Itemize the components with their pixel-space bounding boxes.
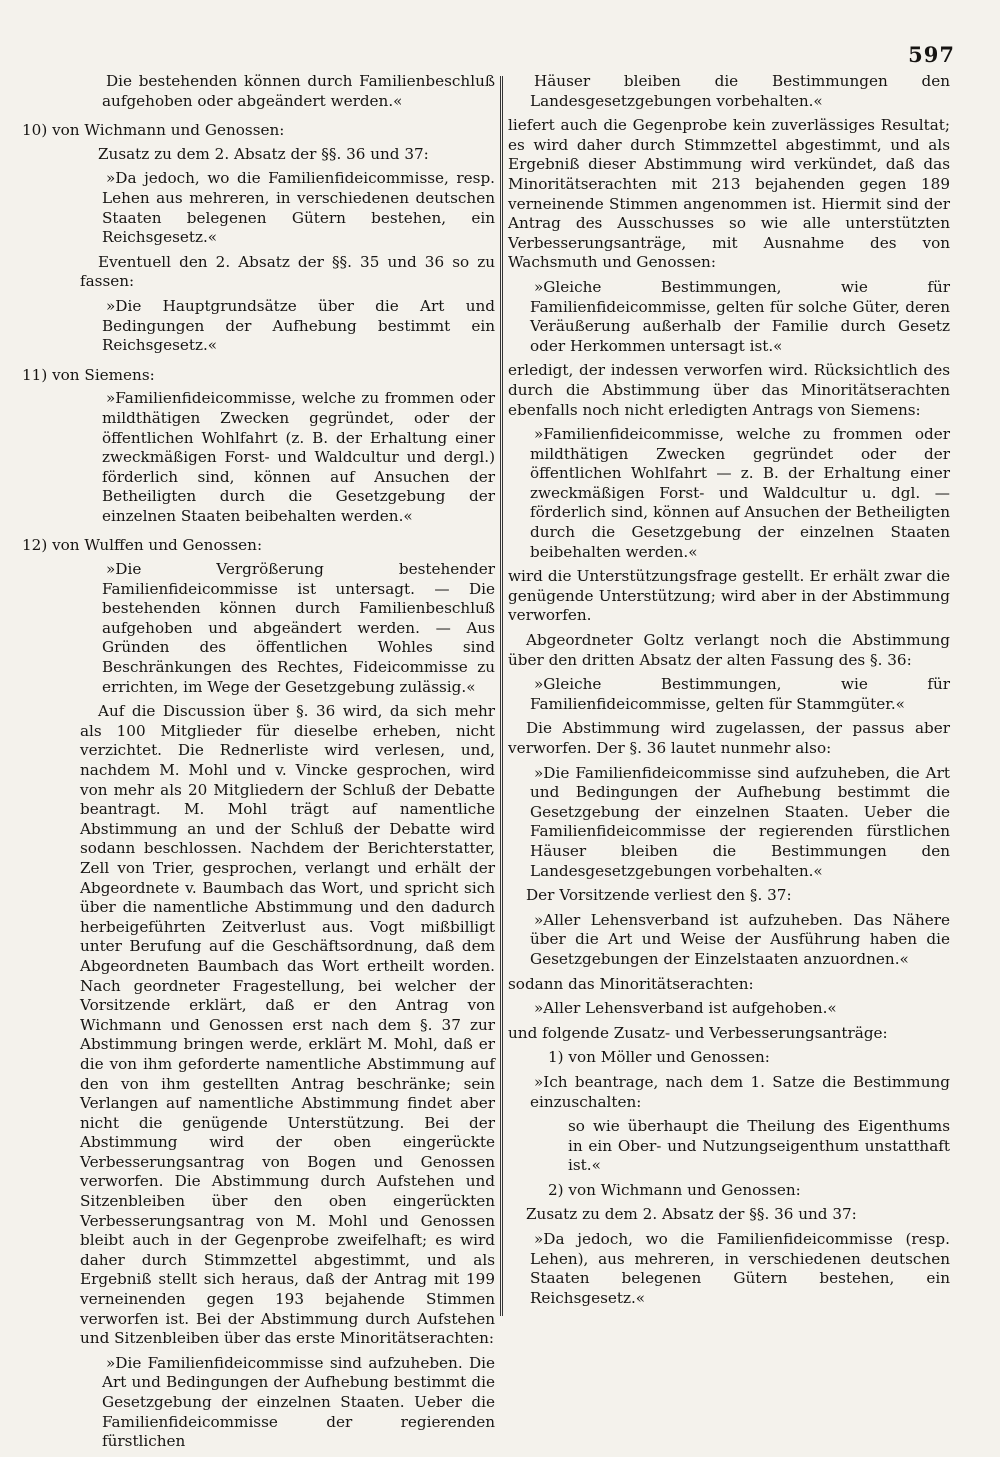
left-column	[22, 72, 495, 1457]
motion-heading: 10) von Wichmann und Genossen:	[22, 121, 285, 140]
paragraph: Zusatz zu dem 2. Absatz der §§. 36 und 37:	[526, 1205, 857, 1224]
paragraph: liefert auch die Gegenprobe kein zuverlässiges Resultat; es wird daher durch Stimmzettel abgestimmt, und als Ergebniß dieser Abstimmung wird verkündet, daß das Minoritätserachten mit 213 bejahenden gegen 189 verneinende Stimmen angenommen ist. Hiermit sind der Antrag des Ausschusses so wie alle unterstützten Verbesserungsanträge, mit Ausnahme des von Wachsmuth und Genossen:	[508, 116, 950, 272]
paragraph: Der Vorsitzende verliest den §. 37:	[526, 886, 792, 905]
quotation: so wie überhaupt die Theilung des Eigenthums in ein Ober- und Nutzungseigenthum unstatthaft ist.«	[568, 1117, 950, 1175]
paragraph: Die Abstimmung wird zugelassen, der passus aber verworfen. Der §. 36 lautet nunmehr also:	[508, 719, 950, 757]
quotation: »Die Vergrößerung bestehender Familienfideicommisse ist untersagt. — Die bestehenden können durch Familienbeschluß aufgehoben und abgeändert werden. — Aus Gründen des öffentlichen Wohles sind Beschränkungen des Rechtes, Fideicommisse zu errichten, im Wege der Gesetzgebung zulässig.«	[102, 560, 495, 696]
paragraph: sodann das Minoritätserachten:	[508, 974, 754, 993]
quotation: »Gleiche Bestimmungen, wie für Familienfideicommisse, gelten für solche Güter, deren Veräußerung außerhalb der Familie durch Gesetz oder Herkommen untersagt ist.«	[530, 277, 950, 355]
paragraph: Abgeordneter Goltz verlangt noch die Abstimmung über den dritten Absatz der alten Fassung des §. 36:	[508, 631, 950, 669]
motion-heading: 1) von Möller und Genossen:	[548, 1048, 770, 1067]
quotation: »Die Hauptgrundsätze über die Art und Bedingungen der Aufhebung bestimmt ein Reichsgesetz.«	[102, 296, 495, 355]
quotation: »Familienfideicommisse, welche zu frommen oder mildthätigen Zwecken gegründet, oder der öffentlichen Wohlfahrt (z. B. der Erhaltung einer zweckmäßigen Forst- und Waldcultur und dergl.) förderlich sind, können auf Ansuchen der Betheiligten durch die Gesetzgebung der einzelnen Staaten beibehalten werden.«	[102, 389, 495, 525]
quotation: »Familienfideicommisse, welche zu frommen oder mildthätigen Zwecken gegründet oder der öffentlichen Wohlfahrt — z. B. der Erhaltung einer zweckmäßigen Forst- und Waldcultur u. dgl. — förderlich sind, können auf Ansuchen der Betheiligten durch die Gesetzgebung der einzelnen Staaten beibehalten werden.«	[530, 425, 950, 561]
quotation: »Die Familienfideicommisse sind aufzuheben, die Art und Bedingungen der Aufhebung bestimmt die Gesetzgebung der einzelnen Staaten. Ueber die Familienfideicommisse der regierenden fürstlichen Häuser bleiben die Bestimmungen den Landesgesetzgebungen vorbehalten.«	[530, 763, 950, 880]
quotation: Häuser bleiben die Bestimmungen den Landesgesetzgebungen vorbehalten.«	[530, 72, 950, 110]
quotation: »Aller Lehensverband ist aufgehoben.«	[534, 999, 837, 1018]
page-number: 597	[908, 42, 955, 67]
motion-heading: 2) von Wichmann und Genossen:	[548, 1180, 801, 1199]
quotation: »Da jedoch, wo die Familienfideicommisse (resp. Lehen), aus mehreren, in verschiedenen deutschen Staaten belegenen Gütern bestehen, ein Reichsgesetz.«	[530, 1230, 950, 1307]
paragraph: Auf die Discussion über §. 36 wird, da sich mehr als 100 Mitglieder für dieselbe erheben, nicht verzichtet. Die Rednerliste wird verlesen, und, nachdem M. Mohl und v. Vincke gesprochen, wird von mehr als 20 Mitgliedern der Schluß der Debatte beantragt. M. Mohl trägt auf namentliche Abstimmung an und der Schluß der Debatte wird sodann beschlossen. Nachdem der Berichterstatter, Zell von Trier, gesprochen, verlangt und erhält der Abgeordnete v. Baumbach das Wort, und spricht sich über die namentliche Abstimmung und den dadurch herbeigeführten Zeitverlust aus. Vogt mißbilligt unter Berufung auf die Geschäftsordnung, daß dem Abgeordneten Baumbach das Wort ertheilt worden. Nach geordneter Fragestellung, bei welcher der Vorsitzende erklärt, daß er den Antrag von Wichmann und Genossen erst nach dem §. 37 zur Abstimmung bringen werde, erklärt M. Mohl, daß er die von ihm geforderte namentliche Abstimmung auf den von ihm gestellten Antrag beschränke; sein Verlangen auf namentliche Abstimmung findet aber nicht die genügende Unterstützung. Bei der Abstimmung wird der oben eingerückte Verbesserungsantrag von Bogen und Genossen verworfen. Die Abstimmung durch Aufstehen und Sitzenbleiben über den oben eingerückten Verbesserungsantrag von M. Mohl und Genossen bleibt auch in der Gegenprobe zweifelhaft; es wird daher durch Stimmzettel abgestimmt, und als Ergebniß stellt sich heraus, daß der Antrag mit 199 verneinenden gegen 193 bejahende Stimmen verworfen ist. Bei der Abstimmung durch Aufstehen und Sitzenbleiben über das erste Minoritätserachten:	[80, 702, 495, 1348]
paragraph: Eventuell den 2. Absatz der §§. 35 und 36 so zu fassen:	[80, 252, 495, 291]
column-divider	[500, 76, 503, 1316]
motion-heading: 11) von Siemens:	[22, 365, 155, 384]
quotation: »Da jedoch, wo die Familienfideicommisse, resp. Lehen aus mehreren, in verschiedenen deutschen Staaten belegenen Gütern bestehen, ein Reichsgesetz.«	[102, 169, 495, 247]
quotation: »Ich beantrage, nach dem 1. Satze die Bestimmung einzuschalten:	[530, 1072, 950, 1111]
motion-heading: 12) von Wulffen und Genossen:	[22, 536, 263, 555]
quotation: »Aller Lehensverband ist aufzuheben. Das Nähere über die Art und Weise der Ausführung haben die Gesetzgebungen der Einzelstaaten anzuordnen.«	[530, 910, 950, 968]
paragraph: und folgende Zusatz- und Verbesserungsanträge:	[508, 1023, 888, 1042]
right-column	[508, 72, 950, 1313]
paragraph: erledigt, der indessen verworfen wird. Rücksichtlich des durch die Abstimmung über das Minoritätserachten ebenfalls noch nicht erledigten Antrags von Siemens:	[508, 361, 950, 419]
paragraph: wird die Unterstützungsfrage gestellt. Er erhält zwar die genügende Unterstützung; wird aber in der Abstimmung verworfen.	[508, 567, 950, 625]
paragraph: Zusatz zu dem 2. Absatz der §§. 36 und 37:	[98, 144, 429, 163]
quotation: »Die Familienfideicommisse sind aufzuheben. Die Art und Bedingungen der Aufhebung bestimmt die Gesetzgebung der einzelnen Staaten. Ueber die Familienfideicommisse der regierenden fürstlichen	[102, 1353, 495, 1451]
paragraph: Die bestehenden können durch Familienbeschluß aufgehoben oder abgeändert werden.«	[102, 72, 495, 110]
quotation: »Gleiche Bestimmungen, wie für Familienfideicommisse, gelten für Stammgüter.«	[530, 675, 950, 713]
